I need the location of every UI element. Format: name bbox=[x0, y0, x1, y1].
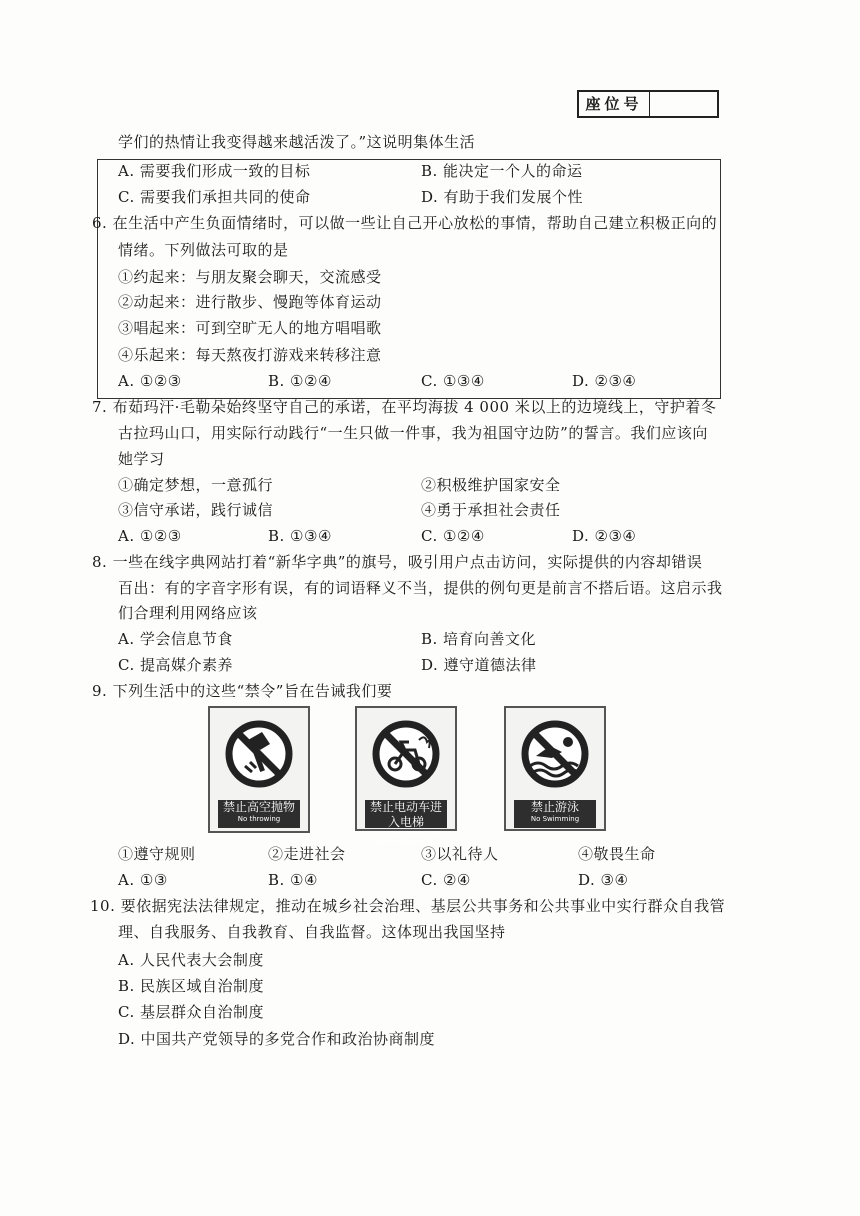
q9-stem: 9. 下列生活中的这些“禁令”旨在告诫我们要 bbox=[92, 682, 393, 700]
no-throwing-sign bbox=[208, 706, 310, 833]
q6-option-d: D. ②③④ bbox=[572, 372, 637, 390]
q9-option-c: C. ②④ bbox=[421, 871, 471, 889]
seat-number-label: 座位号 bbox=[579, 92, 650, 116]
q7-option-b: B. ①③④ bbox=[268, 527, 332, 545]
q7-stem-line2: 古拉玛山口，用实际行动践行“一生只做一件事，我为祖国守边防”的誓言。我们应该向 bbox=[118, 424, 708, 442]
q7-option-a: A. ①②③ bbox=[118, 527, 182, 545]
q9-option-d: D. ③④ bbox=[578, 871, 629, 889]
no-swimming-en: No Swimming bbox=[530, 815, 580, 823]
no-throwing-text: 禁止高空抛物 bbox=[222, 800, 295, 814]
q9-item-1: ①遵守规则 bbox=[118, 845, 196, 863]
q6-item-2: ②动起来：进行散步、慢跑等体育运动 bbox=[118, 293, 382, 311]
q6-stem-line1: 6. 在生活中产生负面情绪时，可以做一些让自己开心放松的事情，帮助自己建立积极正向的 bbox=[92, 214, 718, 232]
q7-option-c: C. ①②④ bbox=[421, 527, 485, 545]
q5-option-b: B. 能决定一个人的命运 bbox=[421, 162, 583, 180]
q5-stem: 学们的热情让我变得越来越活泼了。”这说明集体生活 bbox=[118, 133, 476, 151]
q7-item-4: ④勇于承担社会责任 bbox=[421, 501, 561, 519]
q10-option-b: B. 民族区域自治制度 bbox=[118, 977, 265, 995]
q6-option-c: C. ①③④ bbox=[421, 372, 485, 390]
q5-option-d: D. 有助于我们发展个性 bbox=[421, 188, 584, 206]
q8-option-a: A. 学会信息节食 bbox=[118, 630, 233, 648]
seat-number-box bbox=[577, 90, 719, 118]
q9-item-4: ④敬畏生命 bbox=[578, 845, 656, 863]
no-ebike-text: 禁止电动车进入电梯 bbox=[369, 800, 442, 829]
q9-item-3: ③以礼待人 bbox=[421, 845, 499, 863]
q6-item-4: ④乐起来：每天熬夜打游戏来转移注意 bbox=[118, 346, 382, 364]
q5-option-a: A. 需要我们形成一致的目标 bbox=[118, 162, 311, 180]
q7-stem-line3: 她学习 bbox=[118, 450, 165, 468]
q7-stem-line1: 7. 布茹玛汗·毛勒朵始终坚守自己的承诺，在平均海拔 4 000 米以上的边境线上，守护着冬 bbox=[92, 398, 717, 416]
q10-stem-line1: 10. 要依据宪法法律规定，推动在城乡社会治理、基层公共事务和公共事业中实行群众自我管 bbox=[90, 897, 726, 915]
no-swimming-icon bbox=[506, 710, 604, 798]
q5-option-c: C. 需要我们承担共同的使命 bbox=[118, 188, 311, 206]
q7-item-1: ①确定梦想，一意孤行 bbox=[118, 476, 274, 494]
no-ebike-icon bbox=[357, 710, 455, 798]
q6-option-a: A. ①②③ bbox=[118, 372, 182, 390]
q6-stem-line2: 情绪。下列做法可取的是 bbox=[118, 241, 289, 259]
no-throwing-en: No throwing bbox=[237, 815, 281, 823]
q10-option-a: A. 人民代表大会制度 bbox=[118, 951, 264, 969]
q8-option-c: C. 提高媒介素养 bbox=[118, 656, 233, 674]
q7-option-d: D. ②③④ bbox=[572, 527, 637, 545]
q6-option-b: B. ①②④ bbox=[268, 372, 332, 390]
no-swimming-text: 禁止游泳 bbox=[530, 800, 579, 814]
q8-option-b: B. 培育向善文化 bbox=[421, 630, 537, 648]
q10-option-d: D. 中国共产党领导的多党合作和政治协商制度 bbox=[118, 1030, 436, 1048]
q9-item-2: ②走进社会 bbox=[268, 845, 346, 863]
no-ebike-en: ELECTRIC VEHICLES NOT PERMITTED bbox=[370, 830, 442, 847]
q7-item-3: ③信守承诺，践行诚信 bbox=[118, 501, 274, 519]
q8-option-d: D. 遵守道德法律 bbox=[421, 656, 537, 674]
q6-item-1: ①约起来：与朋友聚会聊天，交流感受 bbox=[118, 268, 382, 286]
q8-stem-line1: 8. 一些在线字典网站打着“新华字典”的旗号，吸引用户点击访问，实际提供的内容却错误 bbox=[92, 553, 703, 571]
no-swimming-sign bbox=[504, 706, 606, 831]
q10-stem-line2: 理、自我服务、自我教育、自我监督。这体现出我国坚持 bbox=[118, 923, 506, 941]
q9-option-b: B. ①④ bbox=[268, 871, 318, 889]
q7-item-2: ②积极维护国家安全 bbox=[421, 476, 561, 494]
q8-stem-line3: 们合理利用网络应该 bbox=[118, 604, 258, 622]
q10-option-c: C. 基层群众自治制度 bbox=[118, 1003, 264, 1021]
q8-stem-line2: 百出：有的字音字形有误，有的词语释义不当，提供的例句更是前言不搭后语。这启示我 bbox=[118, 579, 723, 597]
no-ebike-elevator-sign bbox=[355, 706, 457, 847]
q6-item-3: ③唱起来：可到空旷无人的地方唱唱歌 bbox=[118, 319, 382, 337]
q9-option-a: A. ①③ bbox=[118, 871, 168, 889]
no-throwing-icon bbox=[210, 710, 308, 798]
